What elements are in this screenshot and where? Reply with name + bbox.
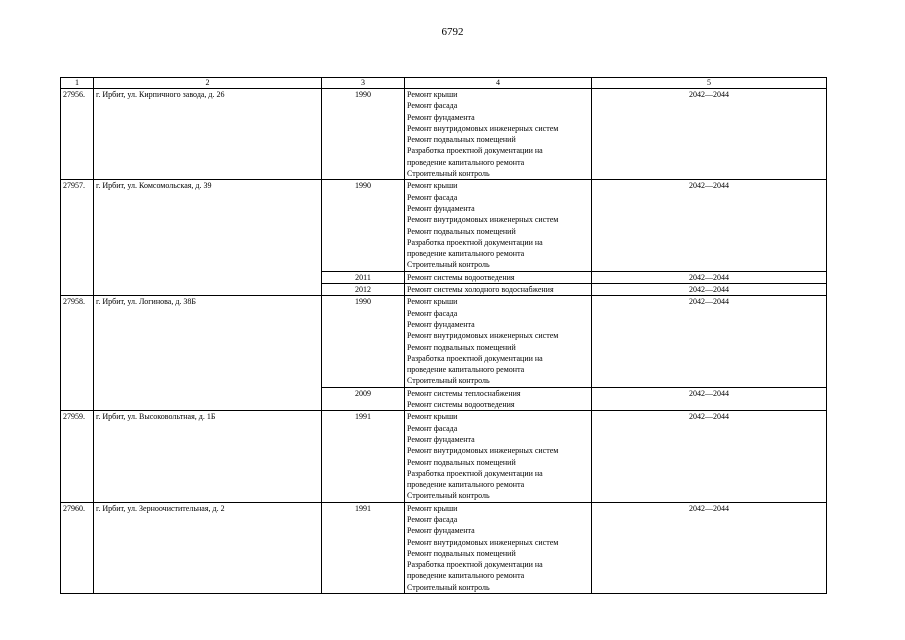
column-number-row <box>61 78 827 89</box>
period-cell: 2042—2044 <box>592 89 827 180</box>
col-header-3: 3 <box>322 78 405 89</box>
work-item: проведение капитального ремонта <box>407 571 525 581</box>
table-row <box>61 180 827 271</box>
year-cell: 2012 <box>322 284 405 296</box>
work-item: Ремонт внутридомовых инженерных систем <box>407 215 559 225</box>
work-item: проведение капитального ремонта <box>407 157 525 167</box>
work-item: Ремонт фундамента <box>407 319 475 329</box>
works-cell <box>405 296 592 387</box>
repair-schedule-table <box>60 77 827 594</box>
work-item: Ремонт фундамента <box>407 526 475 536</box>
work-item: Ремонт подвальных помещений <box>407 457 516 467</box>
work-item: Строительный контроль <box>407 491 490 501</box>
work-item: Ремонт подвальных помещений <box>407 342 516 352</box>
work-item: Ремонт фасада <box>407 308 458 318</box>
row-number: 27959. <box>61 411 94 502</box>
work-item: Ремонт крыши <box>407 503 458 513</box>
work-item: Строительный контроль <box>407 582 490 592</box>
year-cell: 1990 <box>322 180 405 271</box>
work-item: Ремонт внутридомовых инженерных систем <box>407 331 559 341</box>
address-cell: г. Ирбит, ул. Зерноочистительная, д. 2 <box>94 502 322 593</box>
table-row <box>61 296 827 387</box>
col-header-1: 1 <box>61 78 94 89</box>
work-item: Ремонт системы водоотведения <box>407 272 515 282</box>
work-item: Ремонт фундамента <box>407 112 475 122</box>
period-cell: 2042—2044 <box>592 387 827 411</box>
work-item: Ремонт фасада <box>407 423 458 433</box>
row-number: 27958. <box>61 296 94 411</box>
address-cell: г. Ирбит, ул. Высоковольтная, д. 1Б <box>94 411 322 502</box>
period-cell: 2042—2044 <box>592 271 827 283</box>
work-item: Ремонт фундамента <box>407 203 475 213</box>
work-item: Разработка проектной документации на <box>407 146 543 156</box>
work-item: Ремонт фасада <box>407 101 458 111</box>
address-cell: г. Ирбит, ул. Логинова, д. 38Б <box>94 296 322 411</box>
work-item: Ремонт внутридомовых инженерных систем <box>407 446 559 456</box>
work-item: Ремонт системы водоотведения <box>407 400 515 410</box>
row-number: 27960. <box>61 502 94 593</box>
works-cell <box>405 387 592 411</box>
work-item: Ремонт внутридомовых инженерных систем <box>407 123 559 133</box>
year-cell: 1990 <box>322 89 405 180</box>
year-cell: 1991 <box>322 502 405 593</box>
table-row <box>61 502 827 593</box>
work-item: Ремонт системы теплоснабжения <box>407 388 521 398</box>
work-item: проведение капитального ремонта <box>407 365 525 375</box>
work-item: Ремонт фасада <box>407 514 458 524</box>
year-cell: 2009 <box>322 387 405 411</box>
year-cell: 1990 <box>322 296 405 387</box>
work-item: Ремонт крыши <box>407 412 458 422</box>
work-item: Строительный контроль <box>407 260 490 270</box>
work-item: Строительный контроль <box>407 169 490 179</box>
works-cell <box>405 284 592 296</box>
period-cell: 2042—2044 <box>592 296 827 387</box>
work-item: Строительный контроль <box>407 376 490 386</box>
work-item: Разработка проектной документации на <box>407 560 543 570</box>
work-item: Разработка проектной документации на <box>407 468 543 478</box>
row-number: 27957. <box>61 180 94 296</box>
year-cell: 2011 <box>322 271 405 283</box>
work-item: Разработка проектной документации на <box>407 237 543 247</box>
works-cell <box>405 502 592 593</box>
period-cell: 2042—2044 <box>592 411 827 502</box>
work-item: Разработка проектной документации на <box>407 353 543 363</box>
work-item: проведение капитального ремонта <box>407 480 525 490</box>
address-cell: г. Ирбит, ул. Кирпичного завода, д. 26 <box>94 89 322 180</box>
period-cell: 2042—2044 <box>592 502 827 593</box>
period-cell: 2042—2044 <box>592 180 827 271</box>
work-item: Ремонт подвальных помещений <box>407 548 516 558</box>
works-cell <box>405 180 592 271</box>
work-item: Ремонт системы холодного водоснабжения <box>407 285 554 295</box>
works-cell <box>405 271 592 283</box>
work-item: Ремонт внутридомовых инженерных систем <box>407 537 559 547</box>
col-header-4: 4 <box>405 78 592 89</box>
works-cell <box>405 411 592 502</box>
work-item: Ремонт фундамента <box>407 434 475 444</box>
table-row <box>61 89 827 180</box>
col-header-2: 2 <box>94 78 322 89</box>
table-body <box>61 89 827 594</box>
year-cell: 1991 <box>322 411 405 502</box>
page-number: 6792 <box>441 26 464 38</box>
work-item: Ремонт подвальных помещений <box>407 135 516 145</box>
work-item: Ремонт крыши <box>407 297 458 307</box>
work-item: проведение капитального ремонта <box>407 249 525 259</box>
table-row <box>61 411 827 502</box>
period-cell: 2042—2044 <box>592 284 827 296</box>
work-item: Ремонт крыши <box>407 181 458 191</box>
work-item: Ремонт подвальных помещений <box>407 226 516 236</box>
works-cell <box>405 89 592 180</box>
col-header-5: 5 <box>592 78 827 89</box>
row-number: 27956. <box>61 89 94 180</box>
work-item: Ремонт крыши <box>407 90 458 99</box>
address-cell: г. Ирбит, ул. Комсомольская, д. 39 <box>94 180 322 296</box>
work-item: Ремонт фасада <box>407 192 458 202</box>
